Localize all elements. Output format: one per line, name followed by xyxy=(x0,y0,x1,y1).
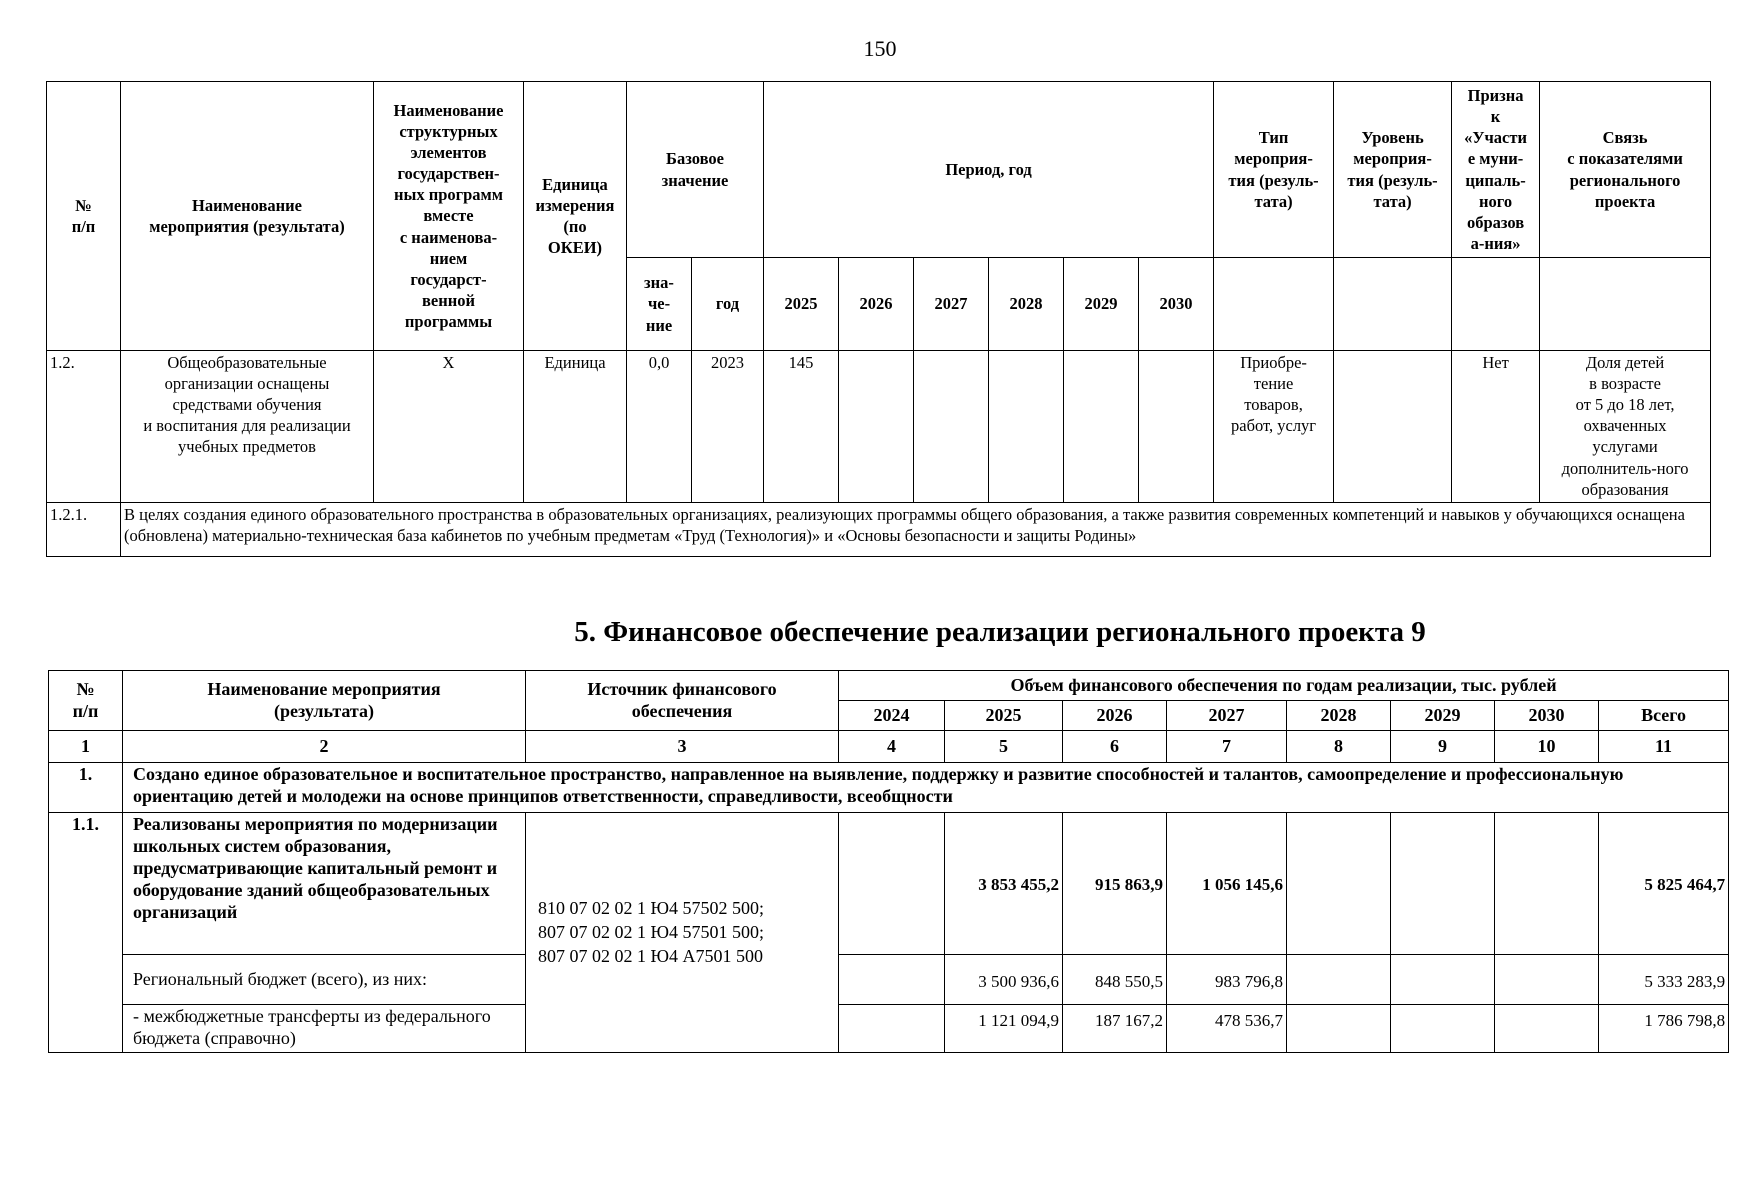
row-structural: Х xyxy=(374,351,524,503)
events-table xyxy=(46,81,1711,557)
header-period: Период, год xyxy=(764,82,1214,258)
row-y2026 xyxy=(839,351,914,503)
row-a-2026: 915 863,9 xyxy=(1063,813,1167,955)
row-y2030 xyxy=(1139,351,1214,503)
header-municipal-empty xyxy=(1452,258,1540,351)
table-row xyxy=(47,351,1711,503)
header-municipal: Призна к «Участи е муни- ципаль- ного образов а-ния» xyxy=(1452,82,1540,258)
row-a-2024 xyxy=(839,813,945,955)
financing-table xyxy=(48,670,1729,1053)
header-num: № п/п xyxy=(47,82,121,351)
row-municipal: Нет xyxy=(1452,351,1540,503)
row-type: Приобре- тение товаров, работ, услуг xyxy=(1214,351,1334,503)
row-c-total: 1 786 798,8 xyxy=(1599,1005,1729,1053)
row-description: В целях создания единого образовательного пространства в образовательных организациях, реализующих программы общего образования, а также развития современных компетенций и навыков у обучающихся оснащена (обновлена) материально-техническая база кабинетов по учебным предметам «Труд (Технология)» и «Основы безопасности и защиты Родины» xyxy=(121,503,1711,557)
row-y2028 xyxy=(989,351,1064,503)
fin-header-2029: 2029 xyxy=(1391,701,1495,731)
index-cell: 8 xyxy=(1287,731,1391,763)
row-c-2030 xyxy=(1495,1005,1599,1053)
index-cell: 3 xyxy=(526,731,839,763)
header-year-2025: 2025 xyxy=(764,258,839,351)
page-number: 150 xyxy=(863,36,897,61)
header-type-empty xyxy=(1214,258,1334,351)
index-cell: 1 xyxy=(49,731,123,763)
header-name: Наименование мероприятия (результата) xyxy=(121,82,374,351)
fin-header-2030: 2030 xyxy=(1495,701,1599,731)
row-c-2024 xyxy=(839,1005,945,1053)
row-base-year: 2023 xyxy=(692,351,764,503)
header-link: Связь с показателями регионального проекта xyxy=(1540,82,1711,258)
header-base-value: зна- че- ние xyxy=(627,258,692,351)
fin-header-2026: 2026 xyxy=(1063,701,1167,731)
header-year-2026: 2026 xyxy=(839,258,914,351)
index-cell: 7 xyxy=(1167,731,1287,763)
goal-num: 1. xyxy=(49,763,123,813)
goal-row xyxy=(49,763,1729,813)
section-title: 5. Финансовое обеспечение реализации регионального проекта 9 xyxy=(574,616,1426,648)
row-y2029 xyxy=(1064,351,1139,503)
header-year-2030: 2030 xyxy=(1139,258,1214,351)
row-b-2025: 3 500 936,6 xyxy=(945,955,1063,1005)
index-row xyxy=(49,731,1729,763)
row-level xyxy=(1334,351,1452,503)
row-y2025: 145 xyxy=(764,351,839,503)
row-b-2028 xyxy=(1287,955,1391,1005)
header-structural: Наименование структурных элементов государствен- ных программ вместе с наименова- нием государст- венной программы xyxy=(374,82,524,351)
header-base: Базовое значение xyxy=(627,82,764,258)
fin-header-2027: 2027 xyxy=(1167,701,1287,731)
fin-header-2024: 2024 xyxy=(839,701,945,731)
row-link: Доля детей в возрасте от 5 до 18 лет, охваченных услугами дополнитель-ного образования xyxy=(1540,351,1711,503)
row-a-2029 xyxy=(1391,813,1495,955)
table-row xyxy=(49,813,1729,955)
row-a-source: 810 07 02 02 1 Ю4 57502 500; 807 07 02 02 1 Ю4 57501 500; 807 07 02 02 1 Ю4 А7501 500 xyxy=(526,813,839,1053)
table-row xyxy=(47,503,1711,557)
row-c-2025: 1 121 094,9 xyxy=(945,1005,1063,1053)
header-level: Уровень мероприя- тия (резуль- тата) xyxy=(1334,82,1452,258)
goal-text: Создано единое образовательное и воспитательное пространство, направленное на выявление, поддержку и развитие способностей и талантов, самоопределение и профессиональную ориентацию детей и молодежи на основе принципов ответственности, справедливости, всеобщности xyxy=(123,763,1729,813)
row-y2027 xyxy=(914,351,989,503)
index-cell: 10 xyxy=(1495,731,1599,763)
header-link-empty xyxy=(1540,258,1711,351)
fin-header-volume: Объем финансового обеспечения по годам реализации, тыс. рублей xyxy=(839,671,1729,701)
index-cell: 2 xyxy=(123,731,526,763)
row-c-2029 xyxy=(1391,1005,1495,1053)
header-year-2029: 2029 xyxy=(1064,258,1139,351)
fin-header-2025: 2025 xyxy=(945,701,1063,731)
header-year-2027: 2027 xyxy=(914,258,989,351)
row-c-2027: 478 536,7 xyxy=(1167,1005,1287,1053)
fin-header-name: Наименование мероприятия (результата) xyxy=(123,671,526,731)
row-unit: Единица xyxy=(524,351,627,503)
index-cell: 4 xyxy=(839,731,945,763)
row-c-2026: 187 167,2 xyxy=(1063,1005,1167,1053)
row-a-2027: 1 056 145,6 xyxy=(1167,813,1287,955)
row-num: 1.2. xyxy=(47,351,121,503)
index-cell: 6 xyxy=(1063,731,1167,763)
index-cell: 11 xyxy=(1599,731,1729,763)
row-b-2026: 848 550,5 xyxy=(1063,955,1167,1005)
row-a-2025: 3 853 455,2 xyxy=(945,813,1063,955)
header-level-empty xyxy=(1334,258,1452,351)
fin-header-source: Источник финансового обеспечения xyxy=(526,671,839,731)
index-cell: 9 xyxy=(1391,731,1495,763)
fin-header-num: № п/п xyxy=(49,671,123,731)
row-a-2028 xyxy=(1287,813,1391,955)
row-b-2024 xyxy=(839,955,945,1005)
header-year-2028: 2028 xyxy=(989,258,1064,351)
row-a-name: Реализованы мероприятия по модернизации школьных систем образования, предусматривающие капитальный ремонт и оборудование зданий общеобразовательных организаций xyxy=(123,813,526,955)
row-base-value: 0,0 xyxy=(627,351,692,503)
row-a-total: 5 825 464,7 xyxy=(1599,813,1729,955)
row-b-2030 xyxy=(1495,955,1599,1005)
row-c-2028 xyxy=(1287,1005,1391,1053)
row-num: 1.2.1. xyxy=(47,503,121,557)
row-name: Общеобразовательные организации оснащены средствами обучения и воспитания для реализации учебных предметов xyxy=(121,351,374,503)
header-unit: Единица измерения (по ОКЕИ) xyxy=(524,82,627,351)
index-cell: 5 xyxy=(945,731,1063,763)
row-b-2029 xyxy=(1391,955,1495,1005)
fin-header-2028: 2028 xyxy=(1287,701,1391,731)
row-b-name: Региональный бюджет (всего), из них: xyxy=(123,955,526,1005)
table-row xyxy=(49,1005,1729,1053)
row-c-name: - межбюджетные трансферты из федерального бюджета (справочно) xyxy=(123,1005,526,1053)
row-a-num: 1.1. xyxy=(49,813,123,1053)
row-a-2030 xyxy=(1495,813,1599,955)
row-b-2027: 983 796,8 xyxy=(1167,955,1287,1005)
fin-header-total: Всего xyxy=(1599,701,1729,731)
row-b-total: 5 333 283,9 xyxy=(1599,955,1729,1005)
header-base-year: год xyxy=(692,258,764,351)
table-row xyxy=(49,955,1729,1005)
header-type: Тип мероприя- тия (резуль- тата) xyxy=(1214,82,1334,258)
